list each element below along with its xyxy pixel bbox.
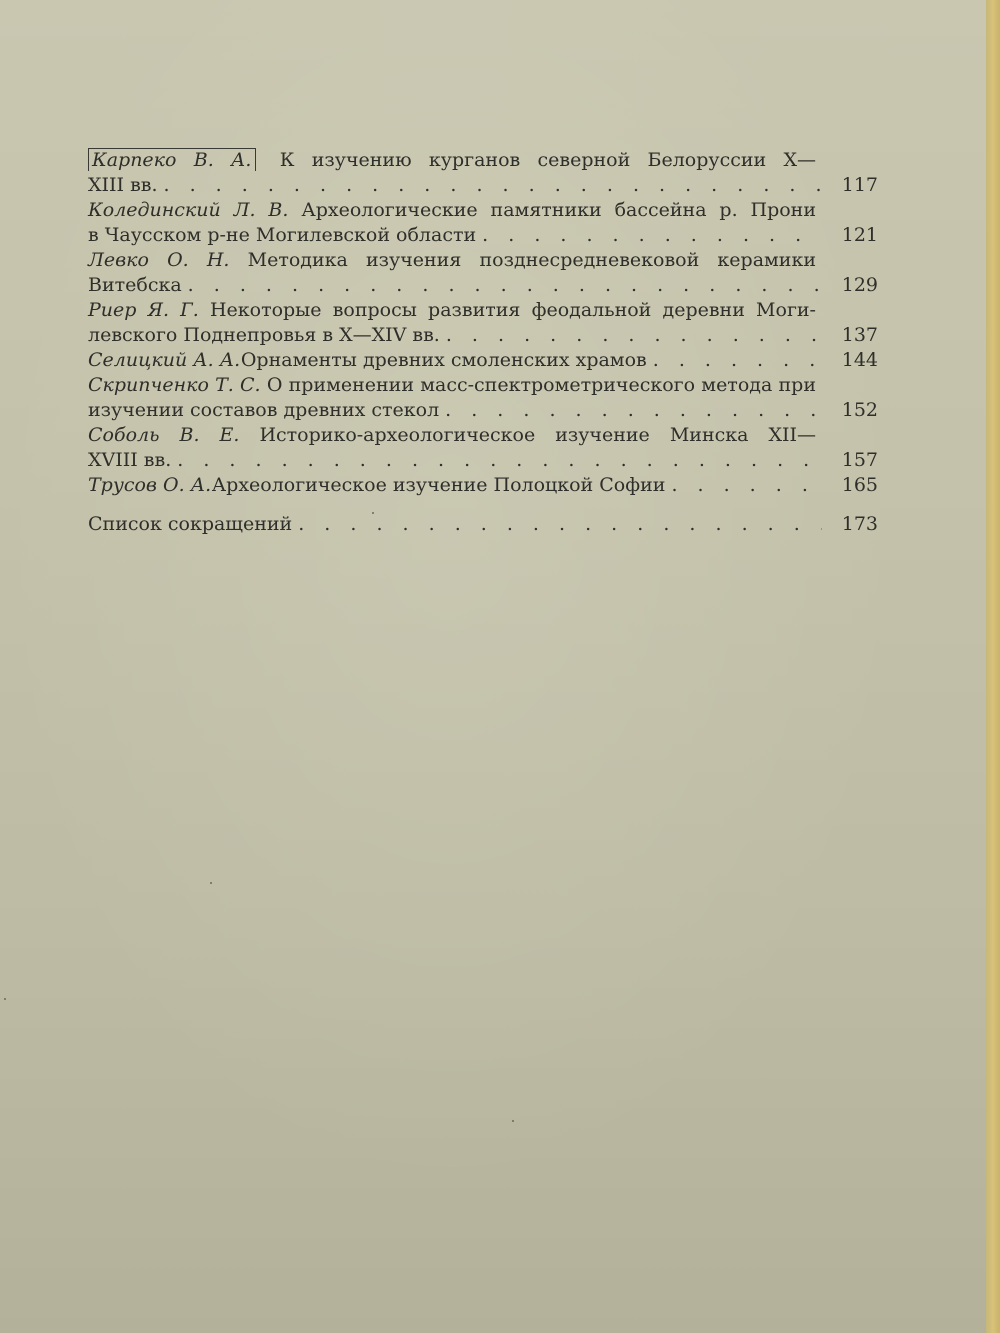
- toc-author: Карпеко В. А.: [88, 148, 256, 171]
- toc-entry-first-line: [88, 198, 816, 223]
- toc-title: О применении масс-спектрометрического метода при: [266, 374, 816, 396]
- leader-dots: [653, 348, 822, 373]
- toc-page-number: 152: [841, 399, 878, 421]
- toc-page-number: 144: [841, 349, 878, 371]
- leader-dots: [671, 473, 822, 498]
- toc-entry: [88, 198, 878, 248]
- toc-entry-continuation: [88, 323, 878, 348]
- toc-page-number: 121: [841, 224, 878, 246]
- toc-title: Методика изучения позднесредневековой керамики: [247, 249, 817, 271]
- toc-entry-first-line: [88, 248, 816, 273]
- page-edge: [986, 0, 1000, 1333]
- toc-page-number: 117: [841, 174, 878, 196]
- toc-entry-first-line: [88, 473, 878, 498]
- toc-author: Колединский Л. В.: [88, 199, 289, 221]
- toc-entry-continuation: [88, 398, 878, 423]
- toc-title: Список сокращений: [88, 513, 293, 535]
- toc-title: К изучению курганов северной Белоруссии X—: [279, 149, 817, 171]
- toc-entry: [88, 348, 878, 373]
- toc-entry: [88, 248, 878, 298]
- toc-entry-first-line: [88, 423, 816, 448]
- toc-entry-continuation: [88, 223, 878, 248]
- table-of-contents: [88, 148, 878, 537]
- toc-title: Орнаменты древних смоленских храмов: [240, 349, 647, 371]
- toc-entry-continuation: [88, 273, 878, 298]
- toc-entry: [88, 423, 878, 473]
- toc-author: Соболь В. Е.: [88, 424, 240, 446]
- toc-title-continuation: левского Поднепровья в X—XIV вв.: [88, 324, 440, 346]
- toc-title-continuation: изучении составов древних стекол: [88, 399, 440, 421]
- toc-entry-first-line: [88, 512, 878, 537]
- toc-title-continuation: в Чаусском р-не Могилевской области: [88, 224, 477, 246]
- leader-dots: [482, 223, 822, 248]
- toc-title-continuation: Витебска: [88, 274, 182, 296]
- toc-entry-continuation: [88, 448, 878, 473]
- leader-dots: [188, 273, 822, 298]
- toc-author: Риер Я. Г.: [88, 299, 199, 321]
- toc-page-number: 129: [841, 274, 878, 296]
- toc-title-continuation: XVIII вв.: [88, 449, 172, 471]
- toc-entry-first-line: [88, 148, 816, 173]
- toc-title: Археологическое изучение Полоцкой Софии: [211, 474, 666, 496]
- toc-abbreviations-entry: [88, 512, 878, 537]
- toc-title: Некоторые вопросы развития феодальной деревни Моги-: [209, 299, 816, 321]
- toc-entry-first-line: [88, 348, 878, 373]
- toc-page-number: 157: [841, 449, 878, 471]
- toc-title: Археологические памятники бассейна р. Прони: [301, 199, 817, 221]
- toc-author: Левко О. Н.: [88, 249, 230, 271]
- leader-dots: [446, 323, 822, 348]
- toc-author: Трусов О. А.: [88, 474, 212, 496]
- toc-title: Историко-археологическое изучение Минска XII—: [259, 424, 817, 446]
- toc-entry-continuation: [88, 173, 878, 198]
- leader-dots: [177, 448, 822, 473]
- leader-dots: [164, 173, 822, 198]
- leader-dots: [298, 512, 822, 537]
- toc-title-continuation: XIII вв.: [88, 174, 158, 196]
- toc-entry: [88, 373, 878, 423]
- toc-entry: [88, 298, 878, 348]
- toc-entry-first-line: [88, 298, 816, 323]
- toc-author: Скрипченко Т. С.: [88, 374, 261, 396]
- toc-entry: [88, 148, 878, 198]
- toc-entry: [88, 473, 878, 498]
- toc-page-number: 165: [841, 474, 878, 496]
- toc-page-number: 173: [841, 513, 878, 535]
- toc-page-number: 137: [841, 324, 878, 346]
- toc-entry-first-line: [88, 373, 816, 398]
- leader-dots: [445, 398, 822, 423]
- toc-author: Селицкий А. А.: [88, 349, 241, 371]
